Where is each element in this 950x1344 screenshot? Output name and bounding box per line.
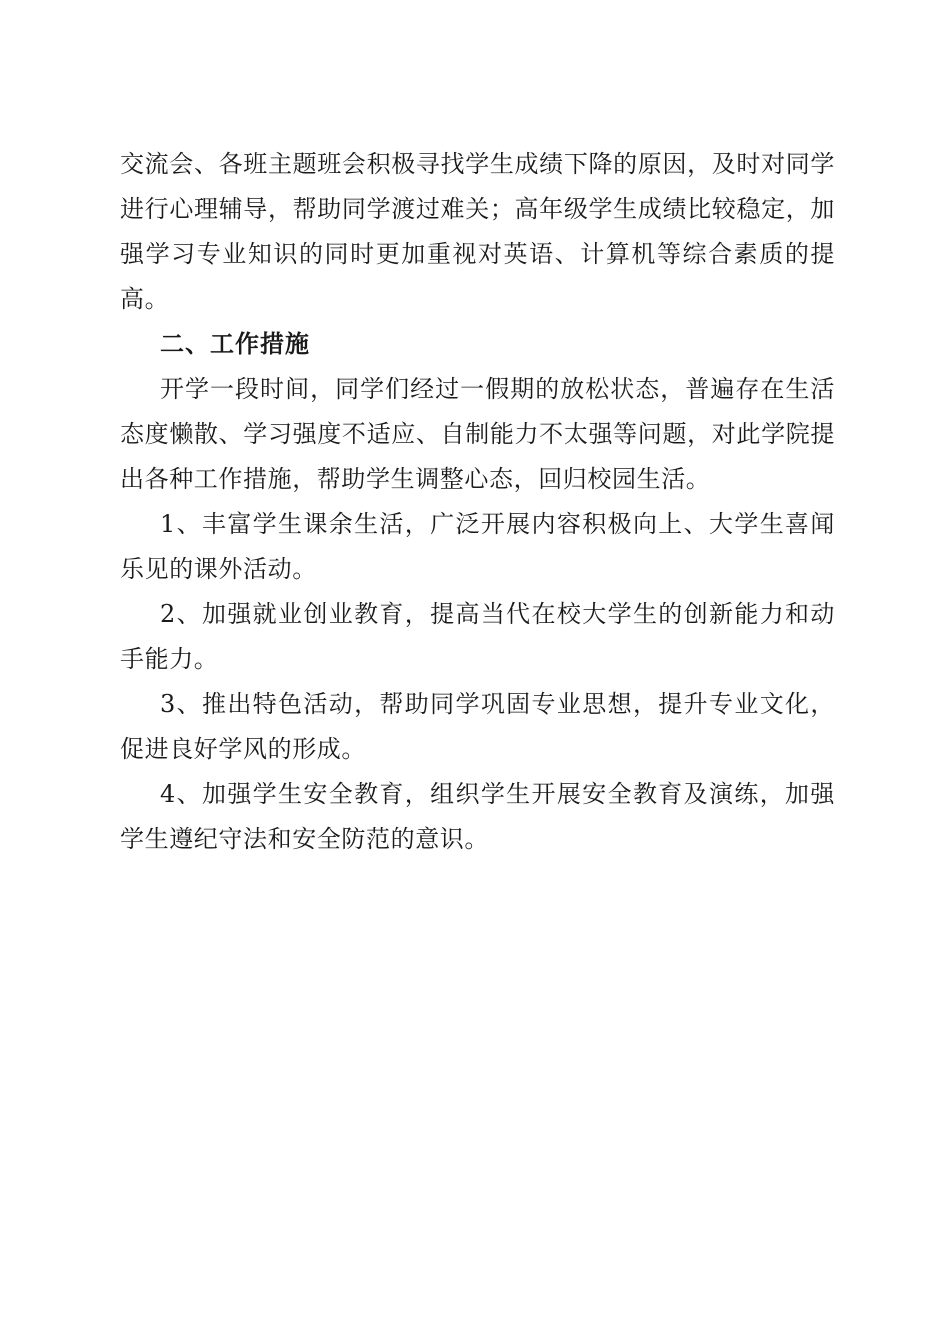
measure-item-4: 4、加强学生安全教育，组织学生开展安全教育及演练，加强学生遵纪守法和安全防范的意识。 (120, 780, 835, 853)
measure-item-3: 3、推出特色活动，帮助同学巩固专业思想，提升专业文化，促进良好学风的形成。 (120, 690, 835, 763)
intro-paragraph: 开学一段时间，同学们经过一假期的放松状态，普遍存在生活态度懒散、学习强度不适应、自制能力不太强等问题，对此学院提出各种工作措施，帮助学生调整心态，回归校园生活。 (120, 375, 835, 493)
section-heading: 二、工作措施 (160, 330, 310, 358)
measure-item-1: 1、丰富学生课余生活，广泛开展内容积极向上、大学生喜闻乐见的课外活动。 (120, 510, 835, 583)
document-body (120, 142, 835, 862)
measure-item-2: 2、加强就业创业教育，提高当代在校大学生的创新能力和动手能力。 (120, 600, 835, 673)
continuation-paragraph: 交流会、各班主题班会积极寻找学生成绩下降的原因，及时对同学进行心理辅导，帮助同学渡过难关；高年级学生成绩比较稳定，加强学习专业知识的同时更加重视对英语、计算机等综合素质的提高。 (120, 150, 835, 313)
